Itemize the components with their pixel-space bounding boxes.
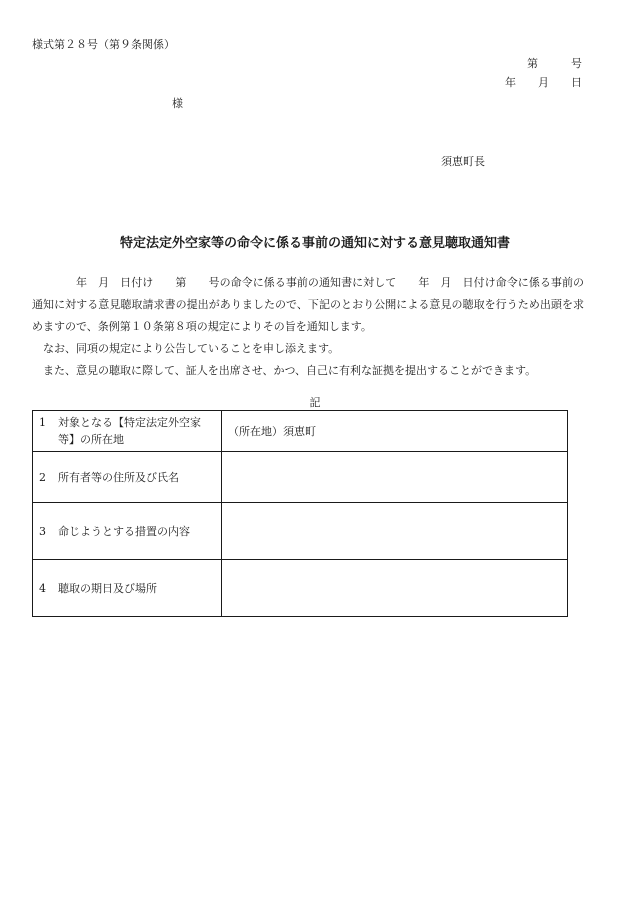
details-table — [32, 410, 568, 617]
item-value-cell — [222, 503, 568, 560]
item-label: 対象となる【特定法定外空家 — [58, 416, 201, 429]
sender-name: 須恵町長 — [441, 155, 485, 168]
addressee-line: 様 — [172, 97, 183, 110]
item-number: 3 — [39, 524, 46, 538]
item-label-cell — [33, 503, 222, 560]
table-row — [33, 452, 568, 503]
item-value-cell — [222, 452, 568, 503]
item-label: 命じようとする措置の内容 — [58, 524, 190, 538]
item-label-cell — [33, 452, 222, 503]
document-body — [32, 272, 584, 382]
document-title: 特定法定外空家等の命令に係る事前の通知に対する意見聴取通知書 — [119, 236, 510, 251]
document-date-line: 年 月 日 — [505, 76, 582, 89]
ki-heading: 記 — [309, 396, 321, 409]
item-label: 所有者等の住所及び氏名 — [58, 470, 179, 484]
body-paragraph-notice: 年 月 日付け 第 号の命令に係る事前の通知書に対して 年 月 日付け命令に係る事前の通知に対する意見聴取請求書の提出がありましたので、下記のとおり公開による意見の聴取を行うため出頭を求めますので、条例第１０条第８項の規定によりその旨を通知します。 — [32, 276, 584, 333]
form-number-label: 様式第２８号（第９条関係） — [32, 38, 175, 51]
body-paragraph-witness: また、意見の聴取に際して、証人を出席させ、かつ、自己に有利な証拠を提出することができます。 — [43, 364, 537, 377]
item-label-continued: 等】の所在地 — [58, 433, 124, 446]
document-number-line: 第 号 — [527, 57, 582, 70]
table-row — [33, 503, 568, 560]
body-paragraph-public-notice: なお、同項の規定により公告していることを申し添えます。 — [43, 342, 340, 355]
item-label: 聴取の期日及び場所 — [58, 581, 157, 595]
table-row — [33, 560, 568, 617]
item-label-cell — [33, 560, 222, 617]
item-value-cell: （所在地）須恵町 — [222, 411, 568, 452]
item-value-cell — [222, 560, 568, 617]
item-number: 2 — [39, 470, 46, 484]
table-row — [33, 411, 568, 452]
item-number: 4 — [39, 581, 46, 595]
item-number: 1 — [39, 416, 46, 429]
item-label-cell — [33, 411, 222, 452]
